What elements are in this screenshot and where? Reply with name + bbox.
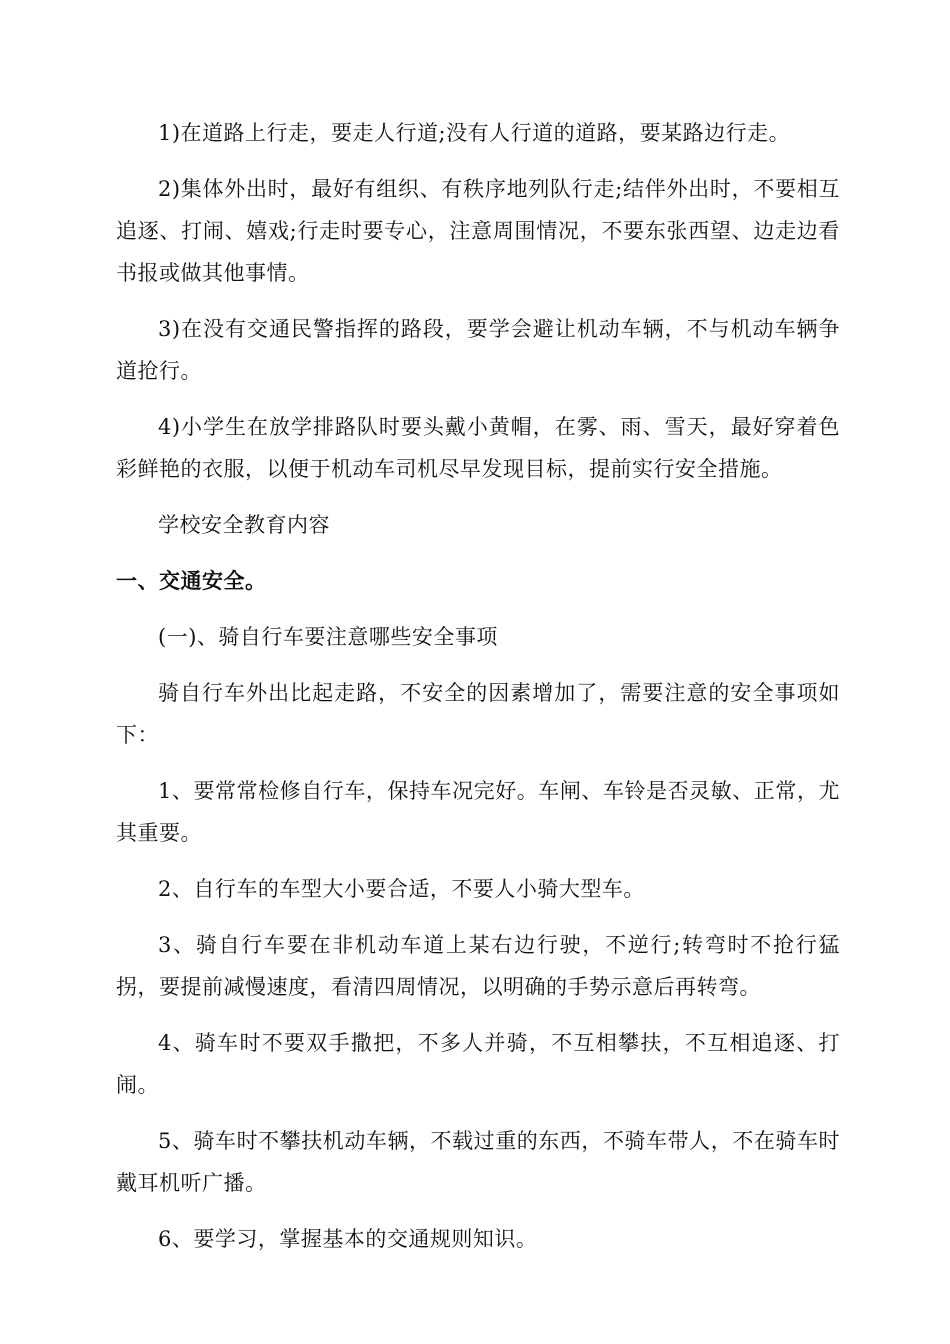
section-title: 学校安全教育内容: [158, 513, 330, 537]
section-heading-traffic-safety: 一、交通安全。: [116, 568, 267, 593]
paragraph-bicycle-rule-6: 6、要学习，掌握基本的交通规则知识。: [158, 1227, 538, 1251]
paragraph-walking-rule-2: 2)集体外出时，最好有组织、有秩序地列队行走;结伴外出时，不要相互追逐、打闹、嬉戏;行走时要专心，注意周围情况，不要东张西望、边走边看书报或做其他事情。: [116, 177, 840, 285]
paragraph-bicycle-rule-1: 1、要常常检修自行车，保持车况完好。车闸、车铃是否灵敏、正常，尤其重要。: [116, 779, 840, 845]
paragraph-bicycle-rule-3: 3、骑自行车要在非机动车道上某右边行驶，不逆行;转弯时不抢行猛拐，要提前减慢速度，看清四周情况，以明确的手势示意后再转弯。: [116, 933, 840, 999]
subsection-heading-bicycle: (一)、骑自行车要注意哪些安全事项: [158, 625, 498, 649]
paragraph-bicycle-rule-4: 4、骑车时不要双手撒把，不多人并骑，不互相攀扶，不互相追逐、打闹。: [116, 1031, 840, 1097]
paragraph-walking-rule-3: 3)在没有交通民警指挥的路段，要学会避让机动车辆，不与机动车辆争道抢行。: [116, 317, 840, 383]
document-body: [116, 112, 840, 1260]
paragraph-bicycle-rule-2: 2、自行车的车型大小要合适，不要人小骑大型车。: [158, 877, 645, 901]
paragraph-walking-rule-1: 1)在道路上行走，要走人行道;没有人行道的道路，要某路边行走。: [158, 121, 791, 145]
paragraph-walking-rule-4: 4)小学生在放学排路队时要头戴小黄帽，在雾、雨、雪天，最好穿着色彩鲜艳的衣服，以便于机动车司机尽早发现目标，提前实行安全措施。: [116, 415, 840, 481]
paragraph-bicycle-rule-5: 5、骑车时不攀扶机动车辆，不载过重的东西，不骑车带人，不在骑车时戴耳机听广播。: [116, 1129, 840, 1195]
paragraph-bicycle-intro: 骑自行车外出比起走路，不安全的因素增加了，需要注意的安全事项如下：: [116, 681, 840, 747]
